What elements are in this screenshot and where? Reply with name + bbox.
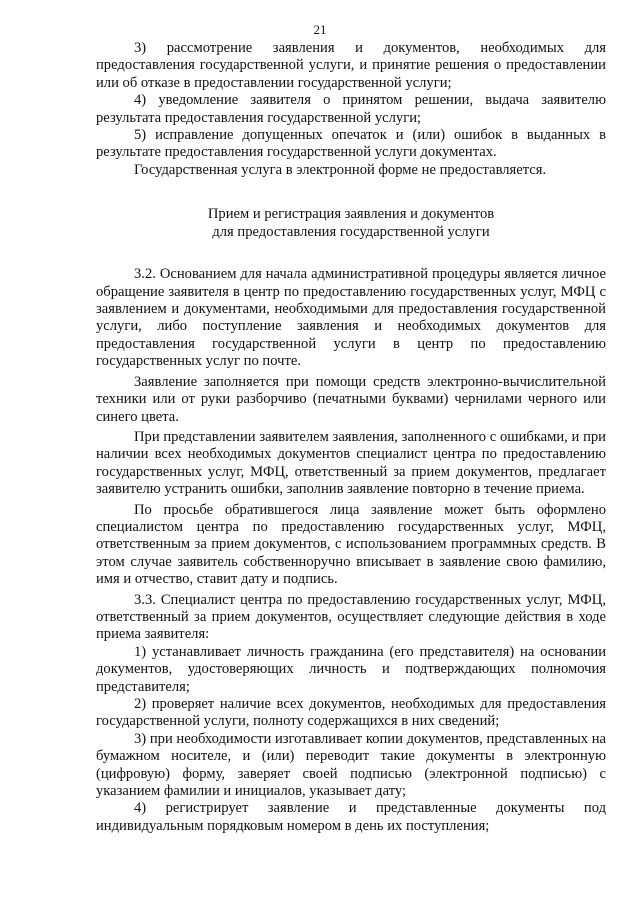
paragraph: 3) рассмотрение заявления и документов, необходимых для предоставления государственной услуги, и принятие решения о предоставлении или об отказе в предоставлении государственной услуги; (96, 40, 606, 91)
list-item: 4) регистрирует заявление и представленные документы под индивидуальным порядковым номером в день их поступления; (96, 800, 606, 834)
list-item: 1) устанавливает личность гражданина (его представителя) на основании документов, удостоверяющих личность и подтверждающих полномочия представителя; (96, 643, 606, 695)
document-body (96, 40, 606, 835)
paragraph: 3.2. Основанием для начала административной процедуры является личное обращение заявителя в центр по предоставлению государственных услуг, МФЦ с заявлением и документами, необходимыми для предоставления государственной услуги, либо поступление заявления и необходимых документов для предоставления государственной услуги в центр по предоставлению государственных услуг по почте. (96, 266, 606, 370)
paragraph: 3.3. Специалист центра по предоставлению государственных услуг, МФЦ, ответственный за прием документов, осуществляет следующие действия в ходе приема заявителя: (96, 591, 606, 643)
paragraph: По просьбе обратившегося лица заявление может быть оформлено специалистом центра по предоставлению государственных услуг, МФЦ, ответственным за прием документов, с использованием программных средств. В этом случае заявитель собственноручно вписывает в заявление свою фамилию, имя и отчество, ставит дату и подпись. (96, 501, 606, 588)
section-heading-line: Прием и регистрация заявления и документов (207, 206, 495, 223)
paragraph: 5) исправление допущенных опечаток и (или) ошибок в выданных в результате предоставления государственной услуги документах. (96, 127, 606, 161)
list-item: 3) при необходимости изготавливает копии документов, представленных на бумажном носителе, и (или) переводит такие документы в электронную (цифровую) форму, заверяет своей подписью (электронной подписью) с указанием фамилии и инициалов, указывает дату; (96, 730, 606, 800)
section-heading-line: для предоставления государственной услуги (212, 224, 490, 241)
paragraph: При представлении заявителем заявления, заполненного с ошибками, и при наличии всех необходимых документов специалист центра по предоставлению государственных услуг, МФЦ, ответственный за прием документов, предлагает заявителю устранить ошибки, заполнив заявление повторно в течение приема. (96, 428, 606, 498)
section-heading (96, 205, 606, 241)
page-number: 21 (313, 22, 327, 37)
paragraph: Государственная услуга в электронной форме не предоставляется. (134, 161, 547, 178)
list-item: 2) проверяет наличие всех документов, необходимых для предоставления государственной услуги, полноту содержащихся в них сведений; (96, 696, 606, 730)
paragraph: 4) уведомление заявителя о принятом решении, выдача заявителю результата предоставления государственной услуги; (96, 92, 606, 126)
paragraph: Заявление заполняется при помощи средств электронно-вычислительной техники или от руки разборчиво (печатными буквами) чернилами черного или синего цвета. (96, 373, 606, 425)
